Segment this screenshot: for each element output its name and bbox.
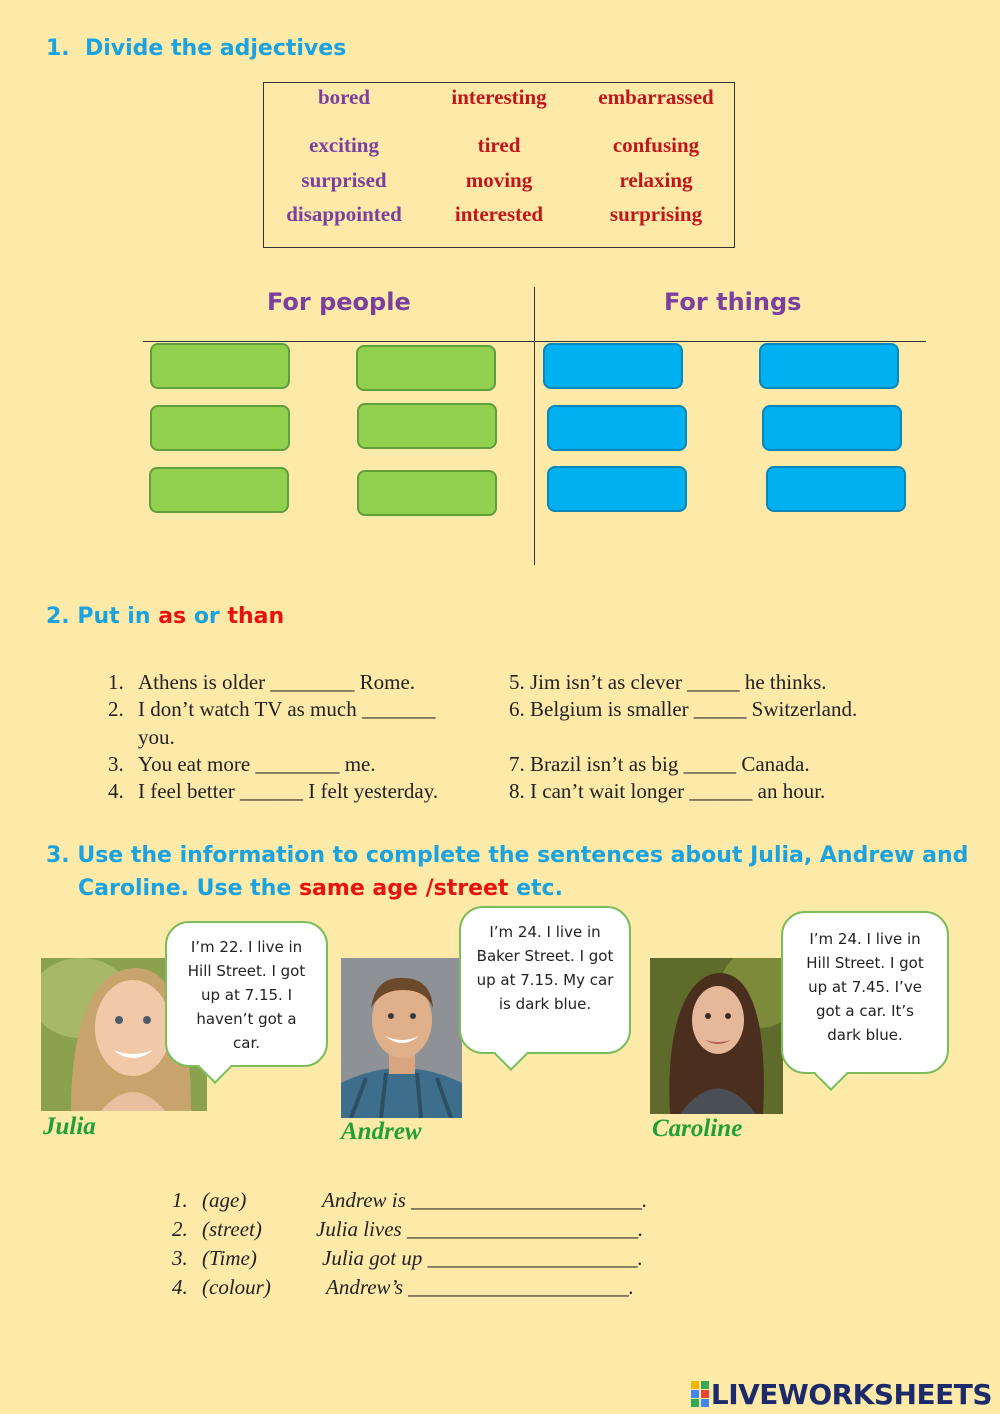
word-item[interactable]: interesting bbox=[451, 85, 547, 109]
speech-bubble-julia: I’m 22. I live in Hill Street. I got up at 7.15. I haven’t got a car. bbox=[165, 921, 328, 1067]
section3-heading-line2: Caroline. Use the same age /street etc. bbox=[78, 876, 563, 901]
section2-keyword-as: as bbox=[158, 604, 187, 629]
exercise-item[interactable]: 6. Belgium is smaller _____ Switzerland. bbox=[509, 697, 858, 721]
andrew-photo bbox=[341, 958, 462, 1118]
column-title-things: For things bbox=[664, 288, 802, 316]
exercise-item[interactable]: 3. You eat more ________ me. bbox=[108, 752, 376, 776]
section2-title-or: or bbox=[193, 604, 220, 629]
caroline-photo bbox=[650, 958, 783, 1114]
section2-number: 2. bbox=[46, 604, 70, 629]
section2-keyword-than: than bbox=[227, 604, 285, 629]
drop-slot-people[interactable] bbox=[150, 405, 290, 451]
word-item[interactable]: surprised bbox=[301, 168, 387, 192]
word-item[interactable]: surprising bbox=[609, 202, 703, 226]
word-item[interactable]: bored bbox=[317, 85, 371, 109]
drop-slot-people[interactable] bbox=[356, 345, 496, 391]
drop-slot-people[interactable] bbox=[150, 343, 290, 389]
exercise-item[interactable]: 8. I can’t wait longer ______ an hour. bbox=[509, 779, 826, 803]
exercise-item[interactable]: 2. I don’t watch TV as much _______ bbox=[108, 697, 436, 721]
word-item[interactable]: embarrassed bbox=[598, 85, 714, 109]
person-name-andrew: Andrew bbox=[341, 1118, 422, 1145]
drop-slot-things[interactable] bbox=[543, 343, 683, 389]
section1-title: Divide the adjectives bbox=[85, 36, 347, 61]
speech-bubble-andrew: I’m 24. I live in Baker Street. I got up at 7.15. My car is dark blue. bbox=[459, 906, 631, 1054]
liveworksheets-logo: LIVEWORKSHEETS bbox=[691, 1378, 992, 1411]
sentence-item[interactable]: 3. (Time) Julia got up ____________________. bbox=[172, 1246, 643, 1270]
word-item[interactable]: interested bbox=[454, 202, 544, 226]
drop-slot-things[interactable] bbox=[762, 405, 902, 451]
section2-heading bbox=[46, 604, 284, 629]
exercise-item[interactable]: 7. Brazil isn’t as big _____ Canada. bbox=[509, 752, 810, 776]
exercise-item[interactable]: 1. Athens is older ________ Rome. bbox=[108, 670, 416, 694]
word-item[interactable]: relaxing bbox=[619, 168, 693, 192]
exercise-item-continued: you. bbox=[138, 725, 175, 749]
word-item[interactable]: tired bbox=[477, 133, 521, 157]
exercise-item[interactable]: 5. Jim isn’t as clever _____ he thinks. bbox=[509, 670, 827, 694]
drop-slot-people[interactable] bbox=[357, 470, 497, 516]
drop-slot-things[interactable] bbox=[547, 466, 687, 512]
sentence-item[interactable]: 4. (colour) Andrew’s _____________________. bbox=[172, 1275, 635, 1299]
word-item[interactable]: disappointed bbox=[286, 202, 402, 226]
table-divider-vertical bbox=[534, 287, 535, 565]
drop-slot-things[interactable] bbox=[766, 466, 906, 512]
section1-heading bbox=[46, 36, 346, 61]
drop-slot-people[interactable] bbox=[357, 403, 497, 449]
word-item[interactable]: exciting bbox=[309, 133, 379, 157]
sentence-item[interactable]: 2. (street) Julia lives ______________________. bbox=[172, 1217, 644, 1241]
section3-title-line1: Use the information to complete the sentences about Julia, Andrew and bbox=[77, 843, 969, 868]
sentence-item[interactable]: 1. (age) Andrew is ______________________. bbox=[172, 1188, 648, 1212]
word-item[interactable]: moving bbox=[465, 168, 533, 192]
section3-keyword: same age /street bbox=[298, 876, 509, 901]
logo-icon bbox=[691, 1381, 709, 1407]
section3-number: 3. bbox=[46, 843, 70, 868]
section3-heading bbox=[46, 843, 968, 868]
drop-slot-things[interactable] bbox=[547, 405, 687, 451]
drop-slot-people[interactable] bbox=[149, 467, 289, 513]
word-item[interactable]: confusing bbox=[612, 133, 700, 157]
person-name-caroline: Caroline bbox=[652, 1115, 743, 1142]
section1-number: 1. bbox=[46, 36, 70, 61]
speech-bubble-caroline: I’m 24. I live in Hill Street. I got up at 7.45. I’ve got a car. It’s dark blue. bbox=[781, 911, 949, 1074]
adjective-word-box bbox=[263, 82, 735, 248]
exercise-item[interactable]: 4. I feel better ______ I felt yesterday. bbox=[108, 779, 439, 803]
drop-slot-things[interactable] bbox=[759, 343, 899, 389]
person-name-julia: Julia bbox=[43, 1113, 96, 1140]
section2-title: Put in bbox=[77, 604, 151, 629]
column-title-people: For people bbox=[267, 288, 411, 316]
